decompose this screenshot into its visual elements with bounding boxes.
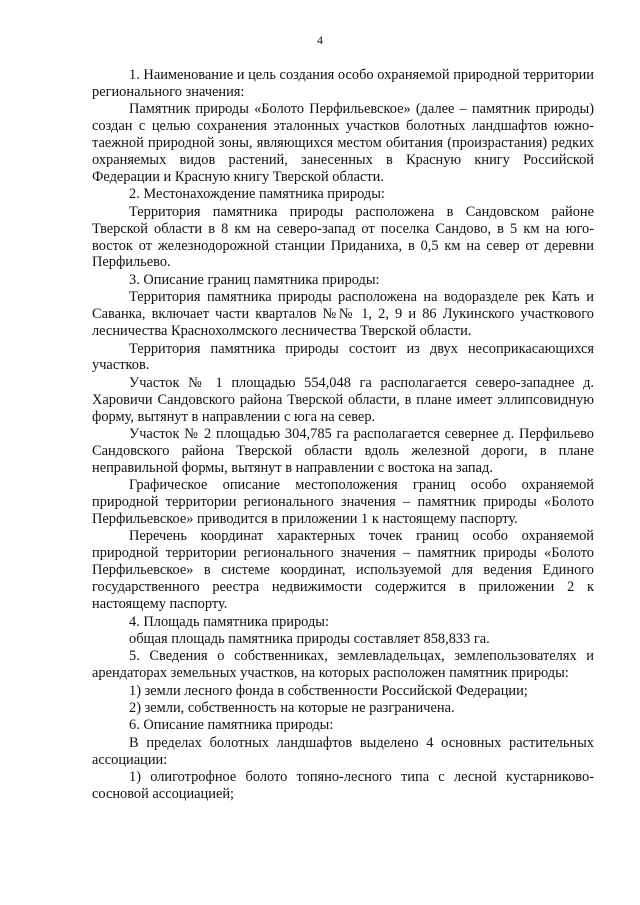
paragraph: общая площадь памятника природы составляет 858,833 га. <box>129 630 490 647</box>
paragraph: В пределах болотных ландшафтов выделено 4 основных растительных ассоциации: <box>92 734 594 768</box>
section-heading: 5. Сведения о собственниках, землевладельцах, землепользователях и арендаторах земельных участков, на которых расположен памятник природы: <box>92 648 594 682</box>
paragraph: Территория памятника природы расположена на водоразделе рек Кать и Саванка, включает части кварталов №№ 1, 2, 9 и 86 Лукинского участкового лесничества Краснохолмского лесничества Тверской области. <box>92 289 594 340</box>
paragraph: Графическое описание местоположения границ особо охраняемой природной территории регионального значения – памятник природы «Болото Перфильевское» приводится в приложении 1 к настоящему паспорту. <box>92 477 594 528</box>
list-item: 2) земли, собственность на которые не разграничена. <box>129 700 455 717</box>
section-heading: 3. Описание границ памятника природы: <box>129 271 380 288</box>
paragraph: Участок № 1 площадью 554,048 га располагается северо-западнее д. Харовичи Сандовского района Тверской области, в плане имеет эллипсовидную форму, вытянут в направлении с юга на север. <box>92 374 594 425</box>
section-heading: 6. Описание памятника природы: <box>129 717 334 734</box>
paragraph: Участок № 2 площадью 304,785 га располагается севернее д. Перфильево Сандовского района Тверской области вдоль железной дороги, в плане неправильной формы, вытянут в направлении с востока на запад. <box>92 426 594 476</box>
page-number: 4 <box>317 33 323 47</box>
section-heading: 1. Наименование и цель создания особо охраняемой природной территории регионального значения: <box>92 67 594 100</box>
document-body <box>92 67 594 803</box>
list-item: 1) земли лесного фонда в собственности Российской Федерации; <box>129 682 528 699</box>
section-heading: 4. Площадь памятника природы: <box>129 613 329 630</box>
section-heading: 2. Местонахождение памятника природы: <box>129 186 385 203</box>
paragraph: Памятник природы «Болото Перфильевское» (далее – памятник природы) создан с целью сохранения эталонных участков болотных ландшафтов южно-таежной природной зоны, являющихся местом обитания (произрастания) редких охраняемых видов растений, занесенных в Красную книгу Российской Федерации и Красную книгу Тверской области. <box>92 101 594 185</box>
paragraph: Перечень координат характерных точек границ особо охраняемой природной территории регионального значения – памятник природы «Болото Перфильевское» в системе координат, используемой для ведения Единого государственного реестра недвижимости содержится в приложении 2 к настоящему паспорту. <box>92 528 594 613</box>
paragraph: Территория памятника природы состоит из двух несоприкасающихся участков. <box>92 340 594 374</box>
paragraph: Территория памятника природы расположена в Сандовском районе Тверской области в 8 км на северо-запад от поселка Сандово, в 5 км на юго-восток от железнодорожной станции Приданиха, в 0,5 км на север от деревни Перфильево. <box>92 203 594 271</box>
list-item: 1) олиготрофное болото топяно-лесного типа с лесной кустарниково-сосновой ассоциацией; <box>92 769 594 803</box>
